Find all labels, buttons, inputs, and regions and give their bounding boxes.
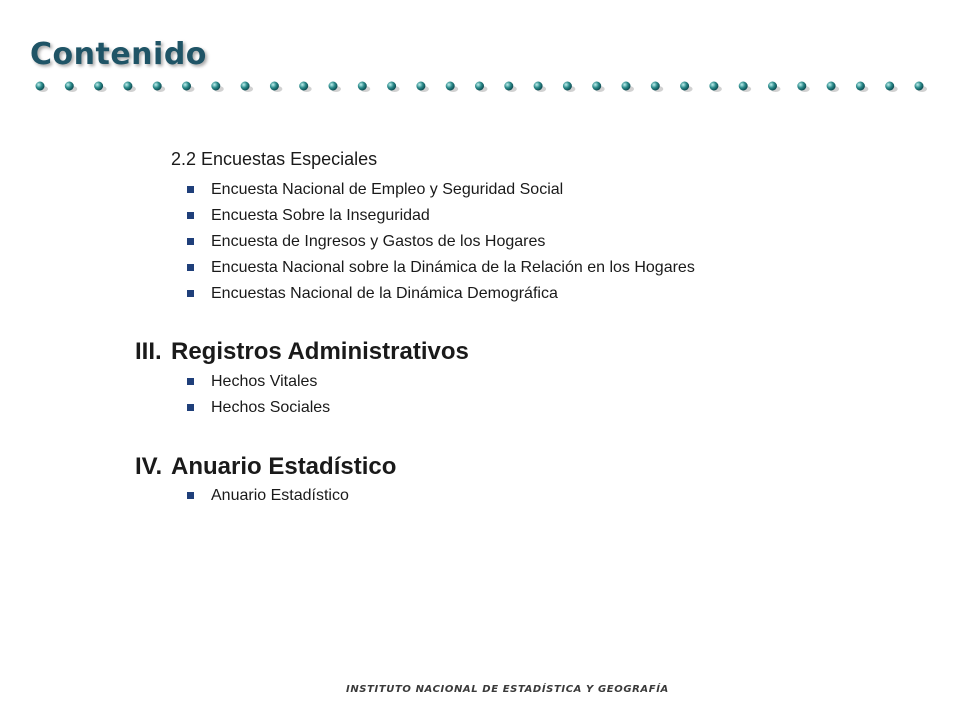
square-bullet-icon — [187, 238, 194, 245]
list-item — [187, 206, 695, 232]
decorative-dot — [358, 82, 367, 91]
decorative-dot — [739, 82, 748, 91]
decorative-dot — [915, 82, 924, 91]
decorative-dot — [94, 82, 103, 91]
decorative-dot — [211, 82, 220, 91]
decorative-dot — [36, 82, 45, 91]
decorative-dot — [329, 82, 338, 91]
decorative-dot — [446, 82, 455, 91]
section-heading-registros — [135, 340, 469, 364]
page-title: Contenido — [30, 37, 207, 72]
decorative-dot — [416, 82, 425, 91]
decorative-dot — [856, 82, 865, 91]
list-item-label: Anuario Estadístico — [211, 487, 349, 504]
list-item-label: Encuesta Nacional sobre la Dinámica de la Relación en los Hogares — [211, 259, 695, 276]
list-item-label: Hechos Vitales — [211, 373, 318, 390]
decorative-dot — [65, 82, 74, 91]
list-item-label: Hechos Sociales — [211, 399, 331, 416]
list-item-label: Encuesta Nacional de Empleo y Seguridad Social — [211, 181, 564, 198]
section-number: IV. — [135, 453, 163, 480]
decorative-dot — [797, 82, 806, 91]
list-item-label: Encuesta Sobre la Inseguridad — [211, 207, 430, 224]
decorative-dot — [475, 82, 484, 91]
decorative-dot — [622, 82, 631, 91]
list-item — [187, 398, 330, 424]
list-item — [187, 372, 330, 398]
list-item — [187, 258, 695, 284]
decorative-dot — [153, 82, 162, 91]
decorative-dot — [885, 82, 894, 91]
list-item — [187, 486, 349, 512]
list-item — [187, 284, 695, 310]
decorative-dot-row — [30, 79, 930, 95]
section-heading-anuario — [135, 455, 396, 479]
decorative-dot — [387, 82, 396, 91]
special-survey-list — [187, 180, 695, 310]
square-bullet-icon — [187, 212, 194, 219]
decorative-dot — [534, 82, 543, 91]
decorative-dot — [709, 82, 718, 91]
decorative-dot — [241, 82, 250, 91]
footer-institution: INSTITUTO NACIONAL DE ESTADÍSTICA Y GEOGRAFÍA — [346, 684, 669, 695]
decorative-dot — [504, 82, 513, 91]
decorative-dot — [299, 82, 308, 91]
decorative-dot — [827, 82, 836, 91]
list-item-label: Encuestas Nacional de la Dinámica Demográfica — [211, 285, 558, 302]
subsection-heading: 2.2 Encuestas Especiales — [171, 149, 378, 169]
decorative-dot — [563, 82, 572, 91]
section-title: Registros Administrativos — [171, 338, 469, 365]
section-title: Anuario Estadístico — [171, 453, 397, 480]
decorative-dot — [592, 82, 601, 91]
decorative-dot — [182, 82, 191, 91]
square-bullet-icon — [187, 404, 194, 411]
list-item-label: Encuesta de Ingresos y Gastos de los Hogares — [211, 233, 546, 250]
list-item — [187, 232, 695, 258]
square-bullet-icon — [187, 290, 194, 297]
square-bullet-icon — [187, 492, 194, 499]
decorative-dot — [680, 82, 689, 91]
decorative-dot — [651, 82, 660, 91]
list-item — [187, 180, 695, 206]
decorative-dot — [123, 82, 132, 91]
square-bullet-icon — [187, 264, 194, 271]
registros-list — [187, 372, 330, 424]
square-bullet-icon — [187, 186, 194, 193]
anuario-list — [187, 486, 349, 512]
decorative-dot — [768, 82, 777, 91]
square-bullet-icon — [187, 378, 194, 385]
section-number: III. — [135, 338, 162, 365]
decorative-dot — [270, 82, 279, 91]
